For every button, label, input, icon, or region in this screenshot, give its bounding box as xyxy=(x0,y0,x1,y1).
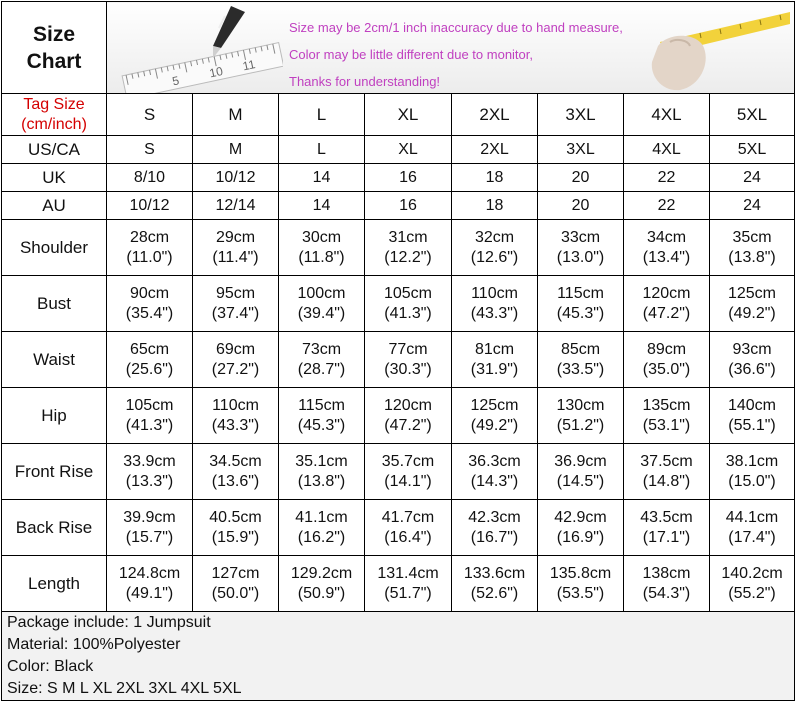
row-label: AU xyxy=(2,192,107,220)
size-cell: 2XL xyxy=(452,136,538,164)
row-label: US/CA xyxy=(2,136,107,164)
inch-value: (13.3") xyxy=(125,472,174,490)
cm-value: 41.1cm xyxy=(295,508,348,526)
size-cell: 10/12 xyxy=(193,164,279,192)
measurement-cell xyxy=(710,276,795,332)
inch-value: (49.1") xyxy=(125,584,174,602)
inch-value: (50.0") xyxy=(211,584,260,602)
tag-size-cell: XL xyxy=(365,94,452,136)
inch-value: (35.0") xyxy=(642,360,691,378)
cm-value: 36.9cm xyxy=(554,452,607,470)
conversion-row xyxy=(2,164,795,192)
title-chart: Chart xyxy=(26,49,82,73)
inch-value: (45.3") xyxy=(297,416,346,434)
measurement-cell xyxy=(538,444,624,500)
cm-value: 120cm xyxy=(383,396,433,414)
cm-value: 105cm xyxy=(383,284,433,302)
measurement-cell xyxy=(538,388,624,444)
ruler-number-5: 5 xyxy=(170,73,181,89)
measurement-row xyxy=(2,220,795,276)
product-info-line: Color: Black xyxy=(7,658,94,675)
tag-size-cell: L xyxy=(279,94,365,136)
cm-value: 140.2cm xyxy=(721,564,783,582)
inch-value: (51.7") xyxy=(384,584,432,602)
tag-size-row xyxy=(2,94,795,136)
measurement-label: Hip xyxy=(2,388,107,444)
measurement-row xyxy=(2,388,795,444)
inch-value: (49.2") xyxy=(470,416,519,434)
inch-value: (33.5") xyxy=(556,360,605,378)
cm-value: 115cm xyxy=(298,396,345,414)
measurement-label: Waist xyxy=(2,332,107,388)
measurement-cell xyxy=(624,388,710,444)
inch-value: (49.2") xyxy=(728,304,776,322)
inch-value: (27.2") xyxy=(211,360,260,378)
size-cell: S xyxy=(107,136,193,164)
cm-value: 90cm xyxy=(129,284,170,302)
measurement-cell xyxy=(365,220,452,276)
measurement-cell xyxy=(107,556,193,612)
inch-value: (15.7") xyxy=(125,528,174,546)
measurement-cell xyxy=(710,556,795,612)
product-info xyxy=(2,612,795,701)
cm-value: 135cm xyxy=(642,396,691,414)
cm-value: 110cm xyxy=(212,396,259,414)
measurement-cell xyxy=(624,220,710,276)
row-label: UK xyxy=(2,164,107,192)
cm-value: 28cm xyxy=(129,228,170,246)
inch-value: (47.2") xyxy=(642,304,691,322)
cm-value: 33.9cm xyxy=(123,452,176,470)
size-table xyxy=(1,1,795,701)
measurement-cell xyxy=(452,444,538,500)
measurement-cell xyxy=(452,500,538,556)
measurement-cell xyxy=(193,500,279,556)
measurement-cell xyxy=(365,500,452,556)
measurement-cell xyxy=(107,500,193,556)
conversion-row xyxy=(2,136,795,164)
cm-value: 31cm xyxy=(388,228,428,246)
measurement-cell xyxy=(365,444,452,500)
inch-value: (16.7") xyxy=(470,528,519,546)
inch-value: (13.6") xyxy=(211,472,260,490)
size-cell: M xyxy=(193,136,279,164)
measurement-cell xyxy=(279,276,365,332)
measurement-cell xyxy=(365,332,452,388)
inch-value: (43.3") xyxy=(211,416,260,434)
cm-value: 138cm xyxy=(642,564,691,582)
measurement-cell xyxy=(452,276,538,332)
measurement-cell xyxy=(452,220,538,276)
inch-value: (41.3") xyxy=(125,416,174,434)
cm-value: 115cm xyxy=(557,284,604,302)
inch-value: (41.3") xyxy=(384,304,432,322)
cm-value: 40.5cm xyxy=(209,508,262,526)
notes-block xyxy=(289,14,623,94)
hand-measuring-tape-illustration xyxy=(640,2,790,94)
product-info-line: Size: S M L XL 2XL 3XL 4XL 5XL xyxy=(7,680,242,697)
cm-value: 120cm xyxy=(642,284,691,302)
tag-size-label xyxy=(2,94,107,136)
cm-value: 133.6cm xyxy=(463,564,526,582)
note-line-2: Color may be little different due to monitor, xyxy=(289,47,533,62)
tag-size-cell: 4XL xyxy=(624,94,710,136)
cm-value: 125cm xyxy=(470,396,519,414)
cm-value: 36.3cm xyxy=(468,452,521,470)
inch-value: (15.9") xyxy=(211,528,260,546)
measurement-cell xyxy=(107,332,193,388)
cm-value: 37.5cm xyxy=(640,452,693,470)
measurement-cell xyxy=(279,220,365,276)
cm-value: 43.5cm xyxy=(640,508,693,526)
cm-value: 77cm xyxy=(388,340,428,358)
cm-value: 39.9cm xyxy=(123,508,176,526)
size-cell: L xyxy=(279,136,365,164)
inch-value: (30.3") xyxy=(384,360,432,378)
inch-value: (13.8") xyxy=(728,248,776,266)
measurement-cell xyxy=(107,276,193,332)
size-cell: 10/12 xyxy=(107,192,193,220)
measurement-cell xyxy=(365,556,452,612)
measurement-cell xyxy=(624,556,710,612)
tag-size-line2: (cm/inch) xyxy=(21,115,87,133)
cm-value: 42.3cm xyxy=(468,508,521,526)
cm-value: 35cm xyxy=(732,228,772,246)
inch-value: (11.4") xyxy=(212,248,259,266)
cm-value: 42.9cm xyxy=(554,508,607,526)
measurement-cell xyxy=(624,444,710,500)
measurement-cell xyxy=(538,220,624,276)
footer-row xyxy=(2,612,795,701)
size-cell: 14 xyxy=(279,192,365,220)
inch-value: (54.3") xyxy=(642,584,691,602)
inch-value: (13.8") xyxy=(297,472,346,490)
cm-value: 35.1cm xyxy=(295,452,348,470)
measurement-cell xyxy=(710,500,795,556)
size-cell: XL xyxy=(365,136,452,164)
measurement-cell xyxy=(193,276,279,332)
measurement-cell xyxy=(279,388,365,444)
inch-value: (16.9") xyxy=(556,528,605,546)
measurement-cell xyxy=(452,556,538,612)
inch-value: (14.1") xyxy=(384,472,432,490)
cm-value: 125cm xyxy=(727,284,777,302)
cm-value: 30cm xyxy=(301,228,342,246)
measurement-cell xyxy=(538,276,624,332)
cm-value: 100cm xyxy=(297,284,346,302)
inch-value: (55.2") xyxy=(728,584,776,602)
inch-value: (16.2") xyxy=(297,528,346,546)
cm-value: 131.4cm xyxy=(377,564,439,582)
measurement-cell xyxy=(710,388,795,444)
inch-value: (50.9") xyxy=(297,584,346,602)
cm-value: 127cm xyxy=(211,564,260,582)
measurement-cell xyxy=(624,332,710,388)
header-banner xyxy=(107,2,795,94)
measurement-cell xyxy=(193,444,279,500)
size-cell: 8/10 xyxy=(107,164,193,192)
inch-value: (25.6") xyxy=(125,360,174,378)
measurement-cell xyxy=(107,220,193,276)
size-cell: 3XL xyxy=(538,136,624,164)
measurement-cell xyxy=(538,332,624,388)
measurement-label: Back Rise xyxy=(2,500,107,556)
ruler-number-11: 11 xyxy=(241,57,257,74)
note-line-1: Size may be 2cm/1 inch inaccuracy due to hand measure, xyxy=(289,20,623,35)
size-cell: 18 xyxy=(452,192,538,220)
cm-value: 41.7cm xyxy=(381,508,435,526)
measurement-cell xyxy=(538,556,624,612)
tag-size-cell: 2XL xyxy=(452,94,538,136)
ruler-pen-illustration xyxy=(113,2,283,94)
measurement-row xyxy=(2,444,795,500)
cm-value: 95cm xyxy=(215,284,256,302)
product-info-line: Material: 100%Polyester xyxy=(7,636,181,653)
size-cell: 22 xyxy=(624,192,710,220)
conversion-row xyxy=(2,192,795,220)
cm-value: 130cm xyxy=(556,396,605,414)
cm-value: 124.8cm xyxy=(118,564,181,582)
inch-value: (36.6") xyxy=(728,360,776,378)
cm-value: 110cm xyxy=(471,284,518,302)
inch-value: (45.3") xyxy=(556,304,605,322)
inch-value: (16.4") xyxy=(384,528,432,546)
measurement-cell xyxy=(107,444,193,500)
measurement-cell xyxy=(193,388,279,444)
inch-value: (53.1") xyxy=(642,416,691,434)
measurement-cell xyxy=(279,556,365,612)
inch-value: (37.4") xyxy=(211,304,260,322)
tag-size-line1: Tag Size xyxy=(23,95,85,113)
measurement-label: Length xyxy=(2,556,107,612)
cm-value: 93cm xyxy=(732,340,772,358)
measurement-cell xyxy=(107,388,193,444)
measurement-cell xyxy=(279,332,365,388)
inch-value: (11.8") xyxy=(298,248,345,266)
measurement-cell xyxy=(710,332,795,388)
measurement-label: Bust xyxy=(2,276,107,332)
cm-value: 32cm xyxy=(474,228,515,246)
note-line-3: Thanks for understanding! xyxy=(289,74,441,89)
ruler-number-10: 10 xyxy=(208,64,225,81)
inch-value: (55.1") xyxy=(728,416,776,434)
cm-value: 73cm xyxy=(301,340,342,358)
cm-value: 34cm xyxy=(646,228,687,246)
size-cell: 4XL xyxy=(624,136,710,164)
measurement-cell xyxy=(365,388,452,444)
size-chart-title xyxy=(2,2,107,94)
measurement-cell xyxy=(193,556,279,612)
header-row xyxy=(2,2,795,94)
measurement-cell xyxy=(193,220,279,276)
cm-value: 44.1cm xyxy=(725,508,779,526)
cm-value: 105cm xyxy=(125,396,174,414)
size-cell: 16 xyxy=(365,192,452,220)
size-cell: 5XL xyxy=(710,136,795,164)
inch-value: (47.2") xyxy=(384,416,432,434)
measurement-row xyxy=(2,332,795,388)
measurement-cell xyxy=(710,220,795,276)
cm-value: 89cm xyxy=(646,340,687,358)
inch-value: (12.2") xyxy=(384,248,432,266)
inch-value: (39.4") xyxy=(297,304,346,322)
cm-value: 69cm xyxy=(215,340,256,358)
measurement-cell xyxy=(538,500,624,556)
inch-value: (17.4") xyxy=(728,528,776,546)
cm-value: 135.8cm xyxy=(549,564,612,582)
inch-value: (14.3") xyxy=(470,472,519,490)
inch-value: (51.2") xyxy=(556,416,605,434)
measurement-cell xyxy=(452,388,538,444)
size-cell: 24 xyxy=(710,192,795,220)
inch-value: (31.9") xyxy=(470,360,519,378)
inch-value: (43.3") xyxy=(470,304,519,322)
size-cell: 24 xyxy=(710,164,795,192)
cm-value: 129.2cm xyxy=(290,564,353,582)
size-cell: 22 xyxy=(624,164,710,192)
cm-value: 140cm xyxy=(727,396,777,414)
cm-value: 65cm xyxy=(129,340,170,358)
cm-value: 81cm xyxy=(474,340,515,358)
inch-value: (17.1") xyxy=(642,528,691,546)
tag-size-cell: 3XL xyxy=(538,94,624,136)
measurement-cell xyxy=(193,332,279,388)
inch-value: (13.0") xyxy=(556,248,605,266)
title-size: Size xyxy=(32,22,76,46)
inch-value: (14.8") xyxy=(642,472,691,490)
size-cell: 14 xyxy=(279,164,365,192)
tag-size-cell: S xyxy=(107,94,193,136)
inch-value: (53.5") xyxy=(556,584,605,602)
cm-value: 34.5cm xyxy=(209,452,262,470)
measurement-cell xyxy=(279,500,365,556)
measurement-cell xyxy=(452,332,538,388)
size-cell: 20 xyxy=(538,164,624,192)
tag-size-cell: 5XL xyxy=(710,94,795,136)
pen-icon xyxy=(213,6,245,58)
measurement-cell xyxy=(710,444,795,500)
measurement-cell xyxy=(624,500,710,556)
measurement-row xyxy=(2,556,795,612)
measurement-label: Shoulder xyxy=(2,220,107,276)
measurement-row xyxy=(2,276,795,332)
cm-value: 85cm xyxy=(560,340,601,358)
measurement-label: Front Rise xyxy=(2,444,107,500)
measurement-row xyxy=(2,500,795,556)
size-cell: 12/14 xyxy=(193,192,279,220)
cm-value: 35.7cm xyxy=(381,452,435,470)
cm-value: 29cm xyxy=(215,228,256,246)
inch-value: (52.6") xyxy=(470,584,519,602)
size-cell: 18 xyxy=(452,164,538,192)
inch-value: (15.0") xyxy=(728,472,776,490)
cm-value: 33cm xyxy=(560,228,601,246)
inch-value: (12.6") xyxy=(470,248,519,266)
inch-value: (11.0") xyxy=(126,248,173,266)
tag-size-cell: M xyxy=(193,94,279,136)
measurement-cell xyxy=(624,276,710,332)
inch-value: (14.5") xyxy=(556,472,605,490)
cm-value: 38.1cm xyxy=(725,452,779,470)
product-info-line: Package include: 1 Jumpsuit xyxy=(7,614,211,631)
inch-value: (35.4") xyxy=(125,304,174,322)
inch-value: (13.4") xyxy=(642,248,691,266)
size-cell: 20 xyxy=(538,192,624,220)
size-cell: 16 xyxy=(365,164,452,192)
measurement-cell xyxy=(279,444,365,500)
inch-value: (28.7") xyxy=(297,360,346,378)
measurement-cell xyxy=(365,276,452,332)
